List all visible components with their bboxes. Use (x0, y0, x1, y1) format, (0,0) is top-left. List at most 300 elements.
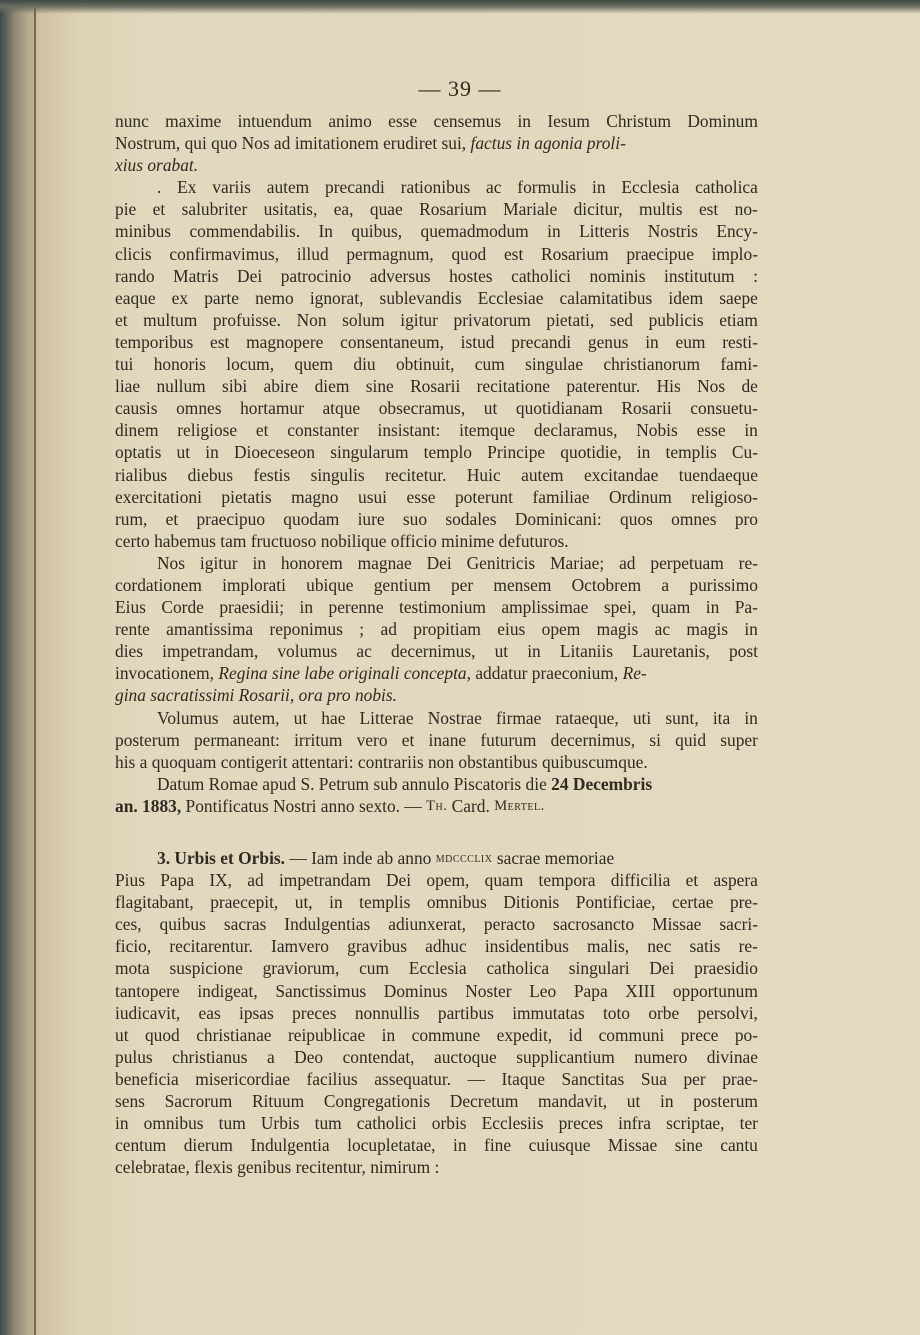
word: pietatis (221, 486, 272, 507)
word: Missae (652, 914, 702, 935)
word: dierum (183, 1135, 233, 1156)
word: paterentur. (566, 376, 641, 397)
text-line (115, 198, 758, 220)
word: et (115, 309, 128, 330)
text-line (115, 176, 758, 198)
word: diem (314, 376, 350, 397)
word: pietati, (546, 309, 595, 330)
text-line (115, 913, 758, 935)
text-line (115, 795, 758, 817)
word: eum (675, 331, 706, 352)
word: locupletatae, (347, 1135, 436, 1156)
word: mandavit, (538, 1091, 608, 1112)
word: consentaneum, (340, 331, 444, 352)
word: christianus (172, 1046, 248, 1067)
text-line (115, 1024, 758, 1046)
word: assequatur. (374, 1068, 451, 1089)
word: fine (484, 1135, 512, 1156)
word: sacras (223, 914, 267, 935)
word: rum, (115, 508, 148, 529)
word: numero (634, 1046, 688, 1067)
word: Corde (161, 597, 204, 618)
word: profuisse. (212, 309, 281, 330)
word: nunc (115, 111, 149, 131)
word: Papa (160, 870, 195, 891)
word: Ditionis (503, 892, 560, 913)
word: Nos (157, 552, 186, 573)
word: esse (696, 420, 726, 441)
word: eaque (115, 287, 156, 308)
word: patrocinio (280, 265, 352, 286)
text-line: celebratae, flexis genibus recitentur, nimirum : (115, 1157, 440, 1178)
word: persolvi, (697, 1002, 758, 1023)
word: perenne (328, 597, 384, 618)
text-run: sacrae memoriae (492, 848, 615, 868)
text-line (115, 441, 758, 463)
word: parte (204, 287, 239, 308)
word: Sanctissimus (275, 980, 367, 1001)
word: ; (359, 619, 365, 640)
word: magis (686, 619, 728, 640)
word: animo (328, 111, 372, 131)
word: catholici (511, 265, 571, 286)
word: et (685, 870, 699, 891)
word: ut, (294, 892, 313, 913)
word: rataeque, (555, 707, 619, 728)
word: implo- (711, 243, 758, 264)
word: sublevandis (379, 287, 462, 308)
word: permaneant: (193, 729, 280, 750)
word: est (698, 199, 719, 220)
text-line: gina sacratissimi Rosarii, ora pro nobis. (115, 685, 397, 706)
signature-name: Mertel. (494, 797, 545, 814)
word: igitur (199, 552, 238, 573)
word: irritum (294, 729, 343, 750)
word: singulari (568, 958, 630, 979)
word: autem (521, 464, 564, 485)
word: obsecramus, (378, 398, 466, 419)
text-run: Nostrum, qui quo Nos ad imitationem erudiret sui, (115, 133, 471, 154)
word: His (656, 376, 681, 397)
word: Lauretanis, (632, 641, 710, 662)
word: familiae (532, 486, 590, 507)
word: prece (680, 1024, 719, 1045)
word: et (401, 729, 415, 750)
section-heading: 3. Urbis et Orbis. (157, 848, 286, 868)
word: quod (144, 1024, 180, 1045)
word: contendat, (342, 1046, 415, 1067)
word: recitatione (476, 376, 551, 397)
word: est (210, 331, 230, 352)
word: toto (602, 1002, 631, 1023)
word: ad (247, 870, 264, 891)
word: IX, (209, 870, 233, 891)
word: partibus (437, 1002, 494, 1023)
text-line (115, 552, 758, 574)
word: quae (369, 199, 403, 220)
word: commune (411, 1024, 481, 1045)
word: Dei (426, 552, 452, 573)
word: spei, (603, 597, 637, 618)
word: eius (497, 619, 526, 640)
word: illud (296, 243, 329, 264)
word: rationibus (400, 177, 471, 198)
word: nullum (156, 376, 206, 397)
word: hostes (449, 265, 493, 286)
word: in (547, 221, 561, 242)
word: XIII (625, 980, 656, 1001)
word: Iamvero (271, 936, 329, 957)
word: esse (406, 486, 436, 507)
word: implorati (222, 574, 286, 595)
word: intuendum (237, 111, 312, 131)
word: opem, (426, 870, 470, 891)
word: privatorum (453, 309, 531, 330)
word: liae (115, 376, 141, 397)
word: Nostrae (427, 707, 482, 728)
word: omnibus (143, 1113, 204, 1134)
word: festis (253, 464, 291, 485)
word: Deo (294, 1046, 324, 1067)
text-line (115, 980, 758, 1002)
word: Pius (115, 870, 145, 891)
word: impetrandam (278, 870, 371, 891)
word: praecipuo (196, 508, 266, 529)
word: confirmavimus, (169, 243, 280, 264)
word: templis (359, 892, 411, 913)
word: excitandae (584, 464, 659, 485)
word: omnes (671, 508, 717, 529)
word: eas (198, 1002, 221, 1023)
word: Eius (115, 597, 146, 618)
word: facilius (306, 1068, 358, 1089)
word: saepe (719, 287, 758, 308)
text-line (115, 419, 758, 441)
word: autem, (232, 707, 280, 728)
word: supplicantium (516, 1046, 615, 1067)
word: Christum (606, 111, 671, 131)
word: poterunt (454, 486, 513, 507)
word: quam (484, 870, 524, 891)
italic-phrase: Regina sine labe originali concepta, (218, 663, 471, 684)
word: infra (618, 1113, 651, 1134)
word: ut (626, 1091, 641, 1112)
word: Ecclesia (408, 958, 467, 979)
word: sodales (445, 508, 497, 529)
text-line (115, 1134, 758, 1156)
text-line (115, 662, 758, 684)
word: Mariae; (550, 552, 605, 573)
word: dies (115, 641, 144, 662)
word: Nostris (647, 221, 698, 242)
word: adhuc (425, 936, 467, 957)
word: in (115, 1113, 129, 1134)
word: itemque (459, 420, 516, 441)
word: pro (734, 508, 758, 529)
word: Principe (487, 442, 546, 463)
word: in (329, 892, 343, 913)
word: cordationem (115, 574, 202, 595)
word: ac (486, 177, 502, 198)
word: Ecclesia (621, 177, 680, 198)
word: igitur (400, 309, 438, 330)
word: tantopere (115, 980, 180, 1001)
word: sens (115, 1091, 145, 1112)
word: esse (388, 111, 418, 131)
word: a (266, 1046, 275, 1067)
word: impetrandam, (162, 641, 259, 662)
word: no- (734, 199, 758, 220)
book-top-edge (0, 0, 920, 14)
word: Genitricis (466, 552, 536, 573)
text-run: invocationem, (115, 663, 219, 684)
word: ut (176, 442, 191, 463)
text-line (115, 1068, 758, 1090)
word: gravibus (347, 936, 408, 957)
word: reponimus (269, 619, 343, 640)
text-line (115, 891, 758, 913)
word: et (255, 420, 269, 441)
word: Dominum (687, 111, 758, 131)
word: a (661, 574, 670, 595)
word: sine (365, 376, 394, 397)
word: et (152, 199, 166, 220)
word: Iesum (547, 111, 590, 131)
word: in (517, 111, 531, 131)
word: centum (115, 1135, 167, 1156)
word: omnes (176, 398, 222, 419)
word: singulis (310, 464, 365, 485)
text-line (115, 596, 758, 618)
text-line: certo habemus tam fructuoso nobilique officio minime defuturos. (115, 530, 569, 551)
word: quem (294, 354, 334, 375)
word: magnopere (246, 331, 324, 352)
word: sacrosancto (553, 914, 635, 935)
word: abire (263, 376, 299, 397)
word: quibus (159, 914, 206, 935)
word: ad (380, 619, 397, 640)
word: in (381, 1024, 396, 1045)
word: amplissimae (501, 597, 589, 618)
word: recitetur. (385, 464, 447, 485)
word: quemadmodum (420, 221, 529, 242)
word: resti- (722, 331, 758, 352)
word: scriptae, (666, 1113, 725, 1134)
word: testimonium (399, 597, 486, 618)
word: Non (296, 309, 327, 330)
word: suo (402, 508, 428, 529)
word: Pa- (734, 597, 758, 618)
word: firmae (495, 707, 542, 728)
word: singulae (525, 354, 584, 375)
word: Ecclesiis (481, 1113, 544, 1134)
word: catholica (486, 958, 550, 979)
word: misericordiae (195, 1068, 290, 1089)
word: perpetuam (650, 552, 724, 573)
word: prae- (722, 1068, 758, 1089)
word: quam (651, 597, 691, 618)
word: Cu- (731, 442, 758, 463)
word: Congregationis (323, 1091, 431, 1112)
word: Leo (529, 980, 557, 1001)
text-line (115, 1090, 758, 1112)
word: in (636, 442, 651, 463)
word: vero (356, 729, 388, 750)
word: decernimus, (390, 641, 476, 662)
word: hortamur (240, 398, 304, 419)
word: Sua (640, 1068, 667, 1089)
word: quos (620, 508, 653, 529)
date-bold: 24 Decembris (551, 773, 653, 794)
word: re- (738, 936, 758, 957)
word: ex (171, 287, 189, 308)
text-line: xius orabat. (115, 155, 199, 176)
word: constanter (287, 420, 359, 441)
word: Ency- (716, 221, 758, 242)
word: Litteris (579, 221, 630, 242)
text-run: Datum Romae apud S. Petrum sub annulo Piscatoris die (157, 773, 552, 794)
word: obtinuit, (395, 354, 455, 375)
text-line (115, 618, 758, 640)
word: religioso- (691, 486, 758, 507)
word: Mariale (503, 199, 558, 220)
word: Sanctitas (561, 1068, 625, 1089)
text-run: — Iam inde ab anno (285, 848, 436, 868)
word: christianorum (603, 354, 700, 375)
word: in (527, 641, 541, 662)
text-line (115, 243, 758, 265)
word: quibus, (351, 221, 403, 242)
word: istud (460, 331, 495, 352)
word: tum (314, 1113, 342, 1134)
word: in (205, 442, 219, 463)
word: : (753, 265, 758, 286)
text-line (115, 640, 758, 662)
word: variis (212, 177, 251, 198)
text-line (115, 331, 758, 353)
word: reipublicae (287, 1024, 366, 1045)
word: usitatis, (263, 199, 318, 220)
signature-title: Th. (426, 797, 448, 814)
word: dinem (115, 420, 159, 441)
word: praesidio (694, 958, 758, 979)
word: Rituum (251, 1091, 305, 1112)
word: tum (218, 1113, 246, 1134)
word: adversus (369, 265, 431, 286)
word: difficilia (610, 870, 671, 891)
word: usui (358, 486, 387, 507)
word: clicis (115, 243, 152, 264)
word: singularum (330, 442, 409, 463)
word: publicis (648, 309, 704, 330)
word: causis (115, 398, 158, 419)
word: sibi (222, 376, 248, 397)
word: mensem (493, 574, 552, 595)
word: re- (738, 552, 758, 573)
word: Missae (607, 1135, 658, 1156)
word: praecepit, (210, 892, 279, 913)
word: communi (598, 1024, 665, 1045)
word: immutatas (512, 1002, 585, 1023)
word: Nobis (636, 420, 678, 441)
word: — (467, 1068, 485, 1089)
word: locum, (226, 354, 275, 375)
word: ipsas (239, 1002, 274, 1023)
word: censemus (433, 111, 502, 131)
word: hae (321, 707, 346, 728)
text-line (115, 486, 758, 508)
word: Itaque (501, 1068, 545, 1089)
word: pie (115, 199, 137, 220)
word: in (744, 707, 758, 728)
word: Dioeceseon (233, 442, 316, 463)
word: amantissima (166, 619, 254, 640)
word: Rosarii (410, 376, 461, 397)
word: iure (357, 508, 385, 529)
text-line (115, 1112, 758, 1134)
text-line: his a quoquam contigerit attentari: contrariis non obstantibus quibuscumque. (115, 751, 648, 772)
word: insidentibus (484, 936, 569, 957)
word: optatis (115, 442, 162, 463)
word: etiam (719, 309, 758, 330)
word: Decretum (449, 1091, 519, 1112)
word: fami- (720, 354, 758, 375)
word: quotidie, (560, 442, 622, 463)
text-line (115, 707, 758, 729)
word: cantu (720, 1135, 758, 1156)
word: sunt, (665, 707, 699, 728)
word: gentium (373, 574, 431, 595)
word: . (157, 177, 162, 198)
word: preces (558, 1113, 604, 1134)
word: diebus (187, 464, 233, 485)
word: diu (353, 354, 376, 375)
word: Ecclesiae (477, 287, 544, 308)
word: graviorum, (262, 958, 340, 979)
page-number: — 39 — (418, 76, 502, 101)
word: flagitabant, (115, 892, 194, 913)
word: Dei (386, 870, 412, 891)
word: declaramus, (533, 420, 618, 441)
word: orbe (648, 1002, 680, 1023)
word: magis (596, 619, 639, 640)
text-line (115, 353, 758, 375)
word: honoris (153, 354, 206, 375)
word: suspicione (169, 958, 243, 979)
word: nominis (589, 265, 646, 286)
text-line (115, 265, 758, 287)
word: pulus (115, 1046, 153, 1067)
text-line (115, 574, 758, 596)
word: Pontificiae, (575, 892, 656, 913)
word: id (568, 1024, 583, 1045)
word: iudicavit, (115, 1002, 181, 1023)
word: quid (675, 729, 707, 750)
word: Matris (173, 265, 219, 286)
word: exercitationi (115, 486, 202, 507)
word: Rosarium (540, 243, 609, 264)
word: tuendaeque (678, 464, 758, 485)
word: Noster (465, 980, 512, 1001)
word: adiunxerat, (388, 914, 466, 935)
word: in (592, 177, 606, 198)
word: ubique (306, 574, 354, 595)
word: solum (342, 309, 385, 330)
word: expedit, (496, 1024, 553, 1045)
word: ac (356, 641, 372, 662)
word: Indulgentia (250, 1135, 330, 1156)
word: propitiam (413, 619, 481, 640)
